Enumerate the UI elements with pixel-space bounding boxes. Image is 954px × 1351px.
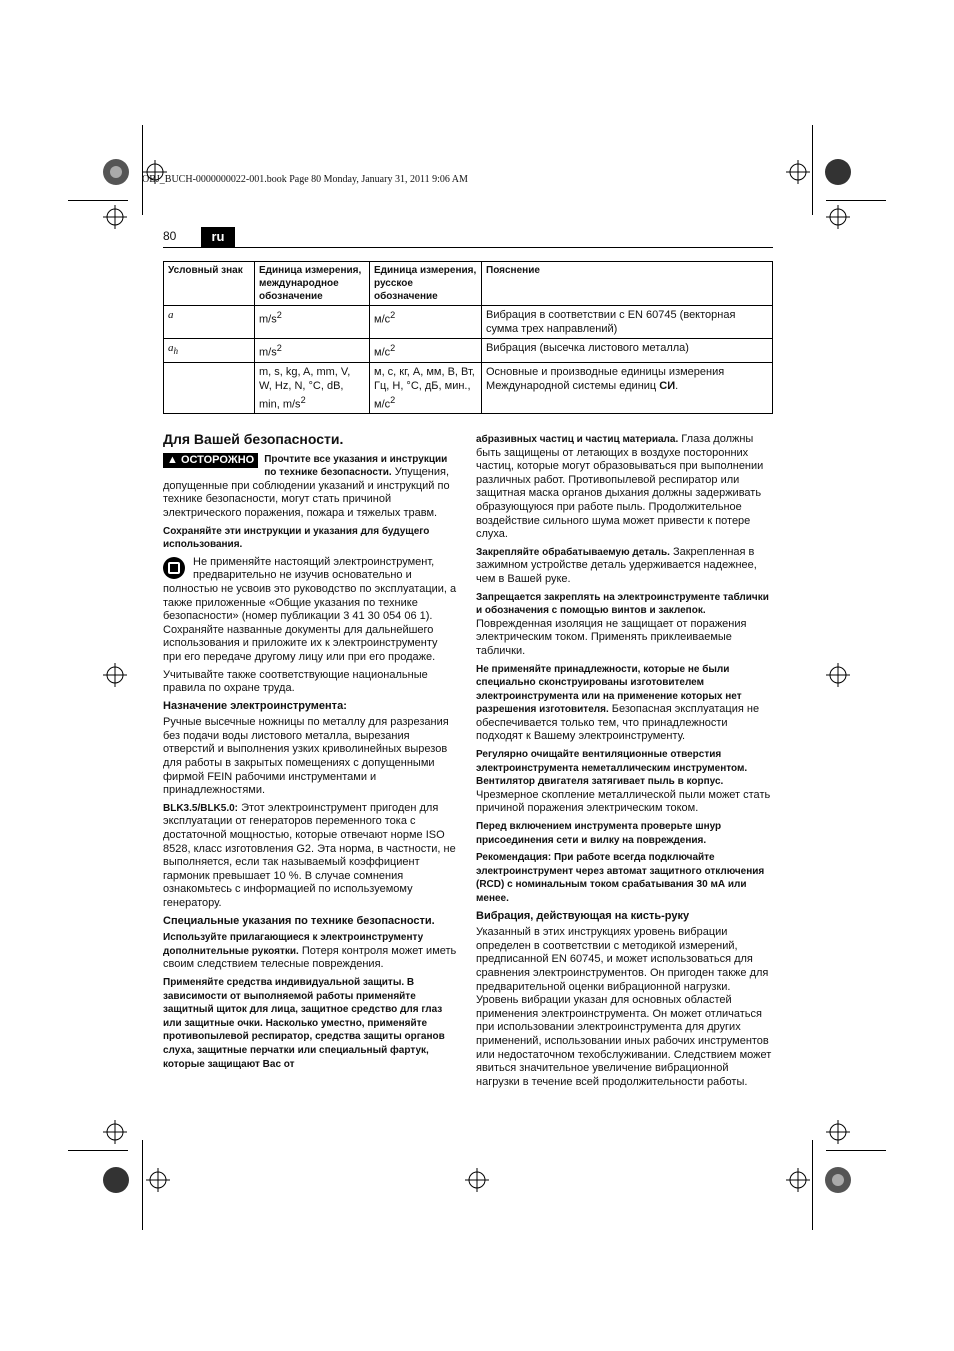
read-manual-icon xyxy=(163,557,185,579)
clamp-paragraph: Закрепляйте обрабатываемую деталь. Закрепленная в зажимном устройстве деталь удерживается надежнее, чем в Вашей руке. xyxy=(476,545,757,585)
accessories-paragraph: Не применяйте принадлежности, которые не были специально сконструированы изготовителем электроинструмента или на применение которых нет разрешения изготовителя. Безопасная эксплуатация не обеспечивается только тем, что принадлежности подходят к Вашему электроинструменту. xyxy=(476,663,760,743)
symbol-cell: $a_h$ xyxy=(164,339,255,363)
crop-mark xyxy=(826,200,886,201)
language-badge: ru xyxy=(201,227,235,247)
registration-target-icon xyxy=(824,1166,852,1194)
cord-paragraph: Перед включением инструмента проверьте шнур присоединения сети и вилку на повреждения. xyxy=(476,821,722,846)
crosshair-icon xyxy=(103,205,127,229)
registration-target-icon xyxy=(102,1166,130,1194)
symbol-cell: a xyxy=(164,306,255,339)
handles-paragraph: Используйте прилагающиеся к электроинструменту дополнительные рукоятки. Потеря контроля может иметь своим следствием телесные повреждения. xyxy=(163,932,457,971)
purpose-title: Назначение электроинструмента: xyxy=(163,699,347,712)
crosshair-icon xyxy=(103,663,127,687)
crop-mark xyxy=(142,1140,143,1230)
crosshair-icon xyxy=(826,663,850,687)
warning-badge: ▲ ОСТОРОЖНО xyxy=(163,453,258,469)
units-table xyxy=(163,261,773,414)
section-title: Для Вашей безопасности. xyxy=(163,431,344,447)
registration-target-icon xyxy=(102,158,130,186)
intl-unit-cell: $m/s^2$ xyxy=(255,306,370,339)
desc-cell: Вибрация в соответствии с EN 60745 (векторная сумма трех направлений) xyxy=(482,306,773,339)
vibration-title: Вибрация, действующая на кисть-руку xyxy=(476,909,690,922)
desc-cell: Вибрация (высечка листового металла) xyxy=(482,339,773,363)
crop-mark xyxy=(68,200,128,201)
symbol-cell xyxy=(164,362,255,414)
vibration-text-1: Указанный в этих инструкциях уровень вибрации определен в соответствии с методикой измерений, предписанной EN 60745, и может использоваться для сравнения электроинструментов. Он пригоден также для предварительной оценки вибрационной нагрузки. xyxy=(476,926,769,993)
crosshair-icon xyxy=(786,1168,810,1192)
vent-paragraph: Регулярно очищайте вентиляционные отверстия электроинструмента неметаллическим инструментом. Вентилятор двигателя затягивает пыль в корпус. Чрезмерное скопление металлической пыли может стать причиной поражения электрическим током. xyxy=(476,749,771,815)
file-info-header: OBJ_BUCH-0000000022-001.book Page 80 Monday, January 31, 2011 9:06 AM xyxy=(142,174,468,185)
crosshair-icon xyxy=(826,1120,850,1144)
left-column xyxy=(163,433,457,1075)
crosshair-icon xyxy=(146,1168,170,1192)
desc-cell: Основные и производные единицы измерения Международной системы единиц СИ. xyxy=(482,362,773,414)
rcd-paragraph: Рекомендация: При работе всегда подключайте электроинструмент через автомат защитного отключения (RCD) с номинальным током срабатывания 30 мА или менее. xyxy=(476,852,765,904)
intl-unit-cell: $m/s^2$ xyxy=(255,339,370,363)
ru-unit-cell: $м/с^2$ xyxy=(370,306,482,339)
table-header: Условный знак xyxy=(164,262,255,306)
table-header-row xyxy=(164,262,773,306)
crop-mark xyxy=(812,125,813,215)
special-title: Специальные указания по технике безопасности. xyxy=(163,914,435,927)
registration-target-icon xyxy=(824,158,852,186)
header-rule xyxy=(163,247,773,248)
table-header: Пояснение xyxy=(482,262,773,306)
intl-unit-cell: m, s, kg, A, mm, V, W, Hz, N, °C, dB, min, $m/s^2$ xyxy=(255,362,370,414)
national-rules: Учитывайте также соответствующие национальные правила по охране труда. xyxy=(163,668,428,695)
ppe-continued: абразивных частиц и частиц материала. Глаза должны быть защищены от летающих в воздухе посторонних частиц, которые могут образовываться при выполнении различных работ. Противопылевой респиратор или защитная маска органов дыхания должны задерживать образующуюся при работе пыль. Продолжительное воздействие сильного шума может привести к потере слуха. xyxy=(476,433,764,541)
table-header: Единица измерения, русское обозначение xyxy=(370,262,482,306)
table-row xyxy=(164,339,773,363)
read-manual-paragraph: Не применяйте настоящий электроинструмент, предварительно не изучив основательно и полностью не усвоив это руководство по эксплуатации, а также приложенные «Общие указания по технике безопасности» (номер публикации 3 41 30 054 06 1). Сохраняйте названные документы для дальнейшего использования и приложите их к электроинструменту при его передаче другому лицу или при его продаже. xyxy=(163,555,457,663)
table-row xyxy=(164,362,773,414)
ru-unit-cell: м, с, кг, А, мм, В, Вт, Гц, Н, °C, дБ, мин., $м/с^2$ xyxy=(370,362,482,414)
blk-paragraph: BLK3.5/BLK5.0: Этот электроинструмент пригоден для эксплуатации от генераторов переменного тока с достаточной мощностью, которые отвечают норме ISO 8528, класс изготовления G2. Эта норма, в частности, не выполняется, если так называемый коэффициент гармоник превышает 10 %. В случае сомнения ознакомьтесь с информацией по используемому генератору. xyxy=(163,801,456,909)
crosshair-icon xyxy=(465,1168,489,1192)
purpose-text: Ручные высечные ножницы по металлу для разрезания без подачи воды листового металла, вырезания отверстий и выполнения узких криволинейных вырезов для работы в закрытых помещениях с допущенными фирмой FEIN рабочими инструментами и принадлежностями. xyxy=(163,716,449,797)
table-row xyxy=(164,306,773,339)
table-header: Единица измерения, международное обозначение xyxy=(255,262,370,306)
crop-mark xyxy=(68,1150,128,1151)
ppe-paragraph: Применяйте средства индивидуальной защиты. В зависимости от выполняемой работы применяйте защитный щиток для лица, защитное средство для глаз или защитные очки. Насколько уместно, применяйте противопылевой респиратор, средства защиты органов слуха, защитные перчатки или специальный фартук, которые защищают Вас от xyxy=(163,976,445,1070)
right-column xyxy=(476,433,772,1093)
crosshair-icon xyxy=(786,160,810,184)
crosshair-icon xyxy=(103,1120,127,1144)
page-number: 80 xyxy=(163,229,177,243)
keep-instructions: Сохраняйте эти инструкции и указания для будущего использования. xyxy=(163,525,430,551)
screws-paragraph: Запрещается закреплять на электроинструменте таблички и обозначения с помощью винтов и заклепок. Поврежденная изоляция не защищает от поражения электрическим током. Применять приклеиваемые таблички. xyxy=(476,591,769,657)
warning-paragraph: ▲ ОСТОРОЖНО Прочтите все указания и инструкции по технике безопасности. Упущения, допущенные при соблюдении указаний и инструкций по технике безопасности, могут стать причиной электрического поражения, пожара и тяжелых травм. xyxy=(163,453,450,519)
crop-mark xyxy=(826,1150,886,1151)
crosshair-icon xyxy=(826,205,850,229)
crop-mark xyxy=(812,1140,813,1230)
ru-unit-cell: $м/с^2$ xyxy=(370,339,482,363)
vibration-text-2: Уровень вибрации указан для основных областей применения электроинструмента. Он может отличаться при использовании электроинструмента для других применений, использовании иных рабочих инструментов или недостаточном техобслуживании. Следствием может явиться значительное увеличение вибрационной нагрузки в течение всей продолжительности работы. xyxy=(476,994,772,1088)
